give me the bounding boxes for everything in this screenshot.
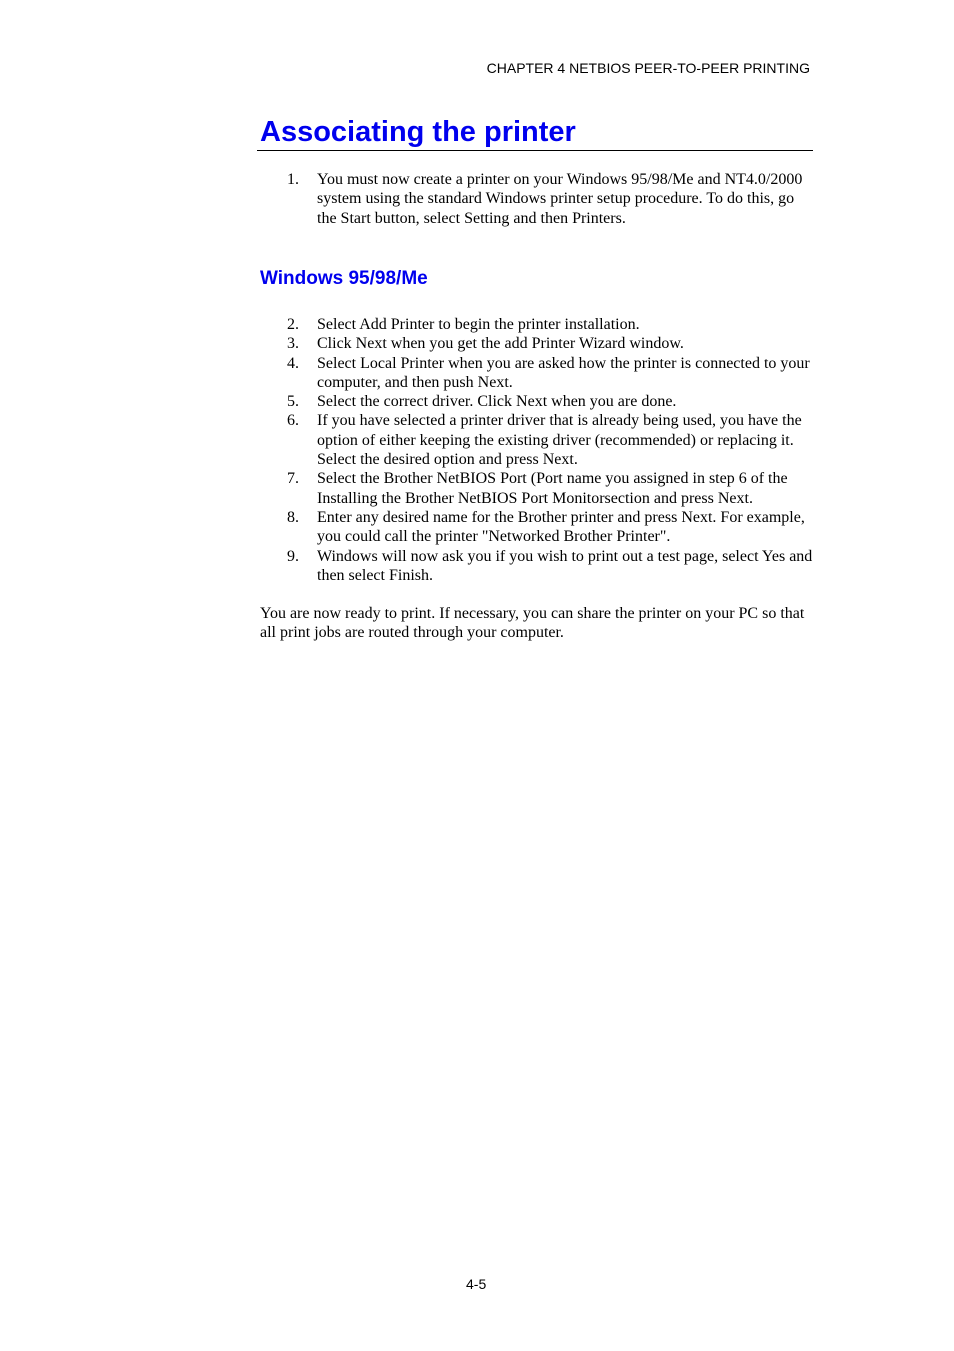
closing-paragraph: You are now ready to print. If necessary, you can share the printer on your PC so that all print jobs are routed through your computer. xyxy=(260,605,805,642)
step-text: Click Next when you get the add Printer Wizard window. xyxy=(317,335,684,353)
list-item xyxy=(287,354,817,393)
step-text: Enter any desired name for the Brother printer and press Next. For example, you could call the printer "Networked Brother Printer". xyxy=(317,508,805,546)
step-text: Select the Brother NetBIOS Port (Port name you assigned in step 6 of the Installing the Brother NetBIOS Port Monitorsection and press Next. xyxy=(317,470,788,507)
page-number: 4-5 xyxy=(466,1276,487,1292)
step-text: Select Add Printer to begin the printer installation. xyxy=(317,316,640,333)
list-item xyxy=(287,334,817,353)
subsection-heading: Windows 95/98/Me xyxy=(260,268,428,289)
list-item xyxy=(287,170,817,228)
step-number: 7. xyxy=(287,470,299,488)
running-header: CHAPTER 4 NETBIOS PEER-TO-PEER PRINTING xyxy=(486,60,810,76)
page-title: Associating the printer xyxy=(260,116,576,148)
step-number: 5. xyxy=(287,393,299,411)
step-text: Select the correct driver. Click Next when you are done. xyxy=(317,393,677,411)
step-text: Windows will now ask you if you wish to print out a test page, select Yes and then select Finish. xyxy=(317,547,813,584)
list-item xyxy=(287,508,817,547)
step-text: If you have selected a printer driver that is already being used, you have the option of either keeping the existing driver (recommended) or replacing it. Select the desired option and press Next. xyxy=(317,412,802,469)
intro-step-list xyxy=(287,170,817,228)
list-item xyxy=(287,411,817,469)
step-number: 1. xyxy=(287,171,299,188)
step-number: 3. xyxy=(287,335,299,353)
step-number: 6. xyxy=(287,412,299,430)
step-list xyxy=(287,315,817,585)
title-underline xyxy=(257,150,813,151)
list-item xyxy=(287,392,817,411)
step-text: You must now create a printer on your Windows 95/98/Me and NT4.0/2000 system using the standard Windows printer setup procedure. To do this, go the Start button, select Setting and then Printers. xyxy=(317,171,803,227)
list-item xyxy=(287,315,817,334)
step-number: 9. xyxy=(287,547,299,565)
list-item xyxy=(287,547,817,586)
list-item xyxy=(287,469,817,508)
step-text: Select Local Printer when you are asked how the printer is connected to your computer, and then push Next. xyxy=(317,354,810,391)
step-number: 8. xyxy=(287,508,299,526)
step-number: 4. xyxy=(287,354,299,372)
step-number: 2. xyxy=(287,316,299,333)
